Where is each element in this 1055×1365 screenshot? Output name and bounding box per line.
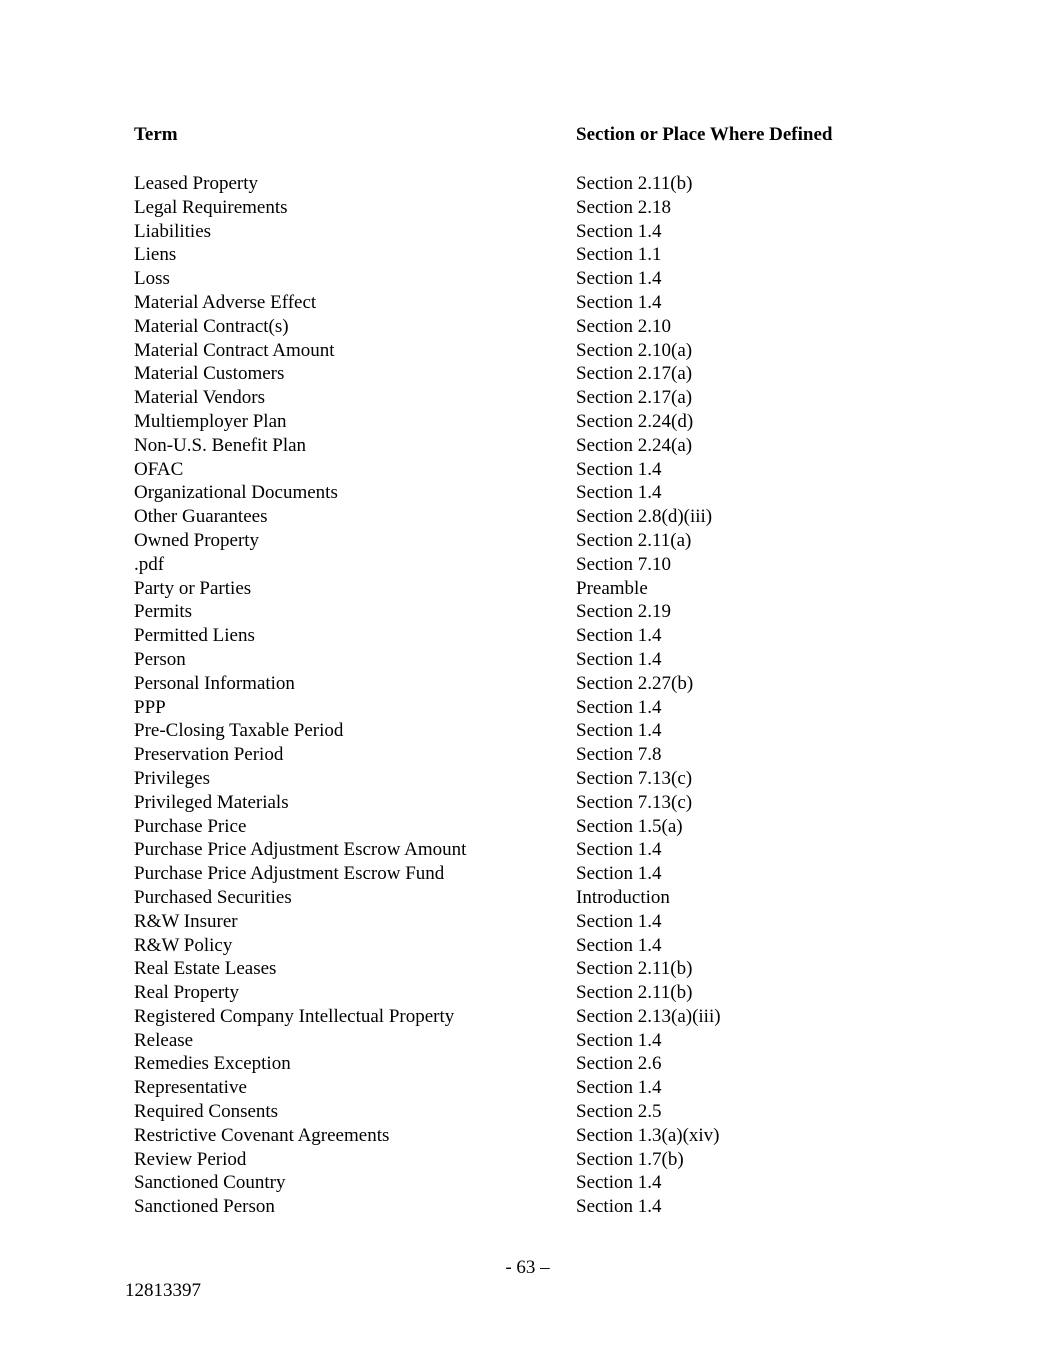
- table-row: [134, 957, 934, 981]
- term-cell: Privileged Materials: [134, 791, 289, 813]
- table-row: [134, 362, 934, 386]
- table-row: [134, 410, 934, 434]
- table-row: [134, 743, 934, 767]
- table-row: [134, 838, 934, 862]
- term-column-header: Term: [134, 124, 178, 145]
- section-cell: Section 1.7(b): [576, 1148, 684, 1170]
- term-cell: .pdf: [134, 553, 165, 575]
- table-header: [134, 124, 934, 148]
- table-row: [134, 220, 934, 244]
- term-cell: Permitted Liens: [134, 625, 255, 647]
- table-row: [134, 577, 934, 601]
- section-cell: Section 2.11(b): [576, 982, 693, 1004]
- term-cell: Purchased Securities: [134, 886, 292, 908]
- term-cell: Loss: [134, 268, 170, 290]
- definitions-table: [134, 172, 934, 1219]
- table-row: [134, 1052, 934, 1076]
- term-cell: Real Estate Leases: [134, 958, 277, 980]
- section-cell: Section 1.4: [576, 696, 662, 718]
- term-cell: Material Adverse Effect: [134, 291, 317, 313]
- term-cell: R&W Insurer: [134, 910, 238, 932]
- table-row: [134, 1148, 934, 1172]
- table-row: [134, 267, 934, 291]
- term-cell: Registered Company Intellectual Property: [134, 1005, 455, 1027]
- section-cell: Section 2.18: [576, 196, 671, 218]
- term-cell: Permits: [134, 601, 193, 623]
- term-cell: PPP: [134, 696, 166, 718]
- term-cell: Purchase Price: [134, 815, 247, 837]
- term-cell: Other Guarantees: [134, 506, 268, 528]
- section-cell: Section 1.4: [576, 1029, 662, 1051]
- section-cell: Section 1.4: [576, 720, 662, 742]
- section-cell: Section 1.4: [576, 1172, 662, 1194]
- section-cell: Section 2.19: [576, 601, 671, 623]
- section-cell: Section 2.11(b): [576, 173, 693, 194]
- table-row: [134, 243, 934, 267]
- section-cell: Section 1.4: [576, 625, 662, 647]
- table-row: [134, 767, 934, 791]
- term-cell: Material Customers: [134, 363, 285, 385]
- term-cell: Release: [134, 1029, 194, 1051]
- term-cell: Review Period: [134, 1148, 247, 1170]
- section-cell: Section 1.4: [576, 839, 662, 861]
- term-cell: Purchase Price Adjustment Escrow Fund: [134, 863, 445, 885]
- section-cell: Section 2.13(a)(iii): [576, 1005, 721, 1027]
- table-row: [134, 624, 934, 648]
- section-cell: Section 1.4: [576, 458, 662, 480]
- table-row: [134, 719, 934, 743]
- table-row: [134, 672, 934, 696]
- term-cell: Material Contract(s): [134, 315, 289, 337]
- section-cell: Section 2.11(a): [576, 529, 692, 551]
- section-cell: Section 1.4: [576, 648, 662, 670]
- section-cell: Section 1.4: [576, 1077, 662, 1099]
- section-cell: Section 2.11(b): [576, 958, 693, 980]
- section-cell: Section 2.24(d): [576, 410, 694, 432]
- term-cell: Liens: [134, 244, 177, 266]
- term-cell: Party or Parties: [134, 577, 252, 599]
- section-cell: Section 2.17(a): [576, 363, 693, 385]
- table-row: [134, 910, 934, 934]
- table-row: [134, 1171, 934, 1195]
- section-cell: Section 1.4: [576, 1196, 662, 1218]
- table-row: [134, 434, 934, 458]
- table-row: [134, 386, 934, 410]
- table-row: [134, 648, 934, 672]
- term-cell: Pre-Closing Taxable Period: [134, 720, 344, 742]
- table-row: [134, 934, 934, 958]
- term-cell: Legal Requirements: [134, 196, 288, 218]
- table-row: [134, 600, 934, 624]
- term-cell: Restrictive Covenant Agreements: [134, 1124, 390, 1146]
- term-cell: Required Consents: [134, 1101, 279, 1123]
- section-cell: Preamble: [576, 577, 648, 599]
- table-row: [134, 481, 934, 505]
- section-cell: Section 2.8(d)(iii): [576, 506, 713, 528]
- term-cell: Preservation Period: [134, 744, 284, 766]
- table-row: [134, 291, 934, 315]
- term-cell: Remedies Exception: [134, 1053, 291, 1075]
- table-row: [134, 553, 934, 577]
- section-cell: Section 2.5: [576, 1101, 662, 1123]
- table-row: [134, 172, 934, 196]
- table-row: [134, 529, 934, 553]
- term-cell: Leased Property: [134, 173, 258, 194]
- section-cell: Section 7.8: [576, 744, 662, 766]
- section-cell: Section 1.3(a)(xiv): [576, 1124, 720, 1146]
- term-cell: Non-U.S. Benefit Plan: [134, 434, 307, 456]
- section-cell: Section 1.4: [576, 934, 662, 956]
- table-row: [134, 315, 934, 339]
- section-cell: Section 1.4: [576, 482, 662, 504]
- section-cell: Section 7.13(c): [576, 791, 693, 813]
- term-cell: Multiemployer Plan: [134, 410, 287, 432]
- section-cell: Section 1.1: [576, 244, 662, 266]
- term-cell: Personal Information: [134, 672, 295, 694]
- table-row: [134, 1124, 934, 1148]
- term-cell: Purchase Price Adjustment Escrow Amount: [134, 839, 467, 861]
- section-cell: Section 2.6: [576, 1053, 662, 1075]
- table-row: [134, 1076, 934, 1100]
- table-row: [134, 696, 934, 720]
- section-cell: Section 2.10(a): [576, 339, 693, 361]
- table-row: [134, 458, 934, 482]
- section-cell: Section 7.10: [576, 553, 671, 575]
- section-column-header: Section or Place Where Defined: [576, 124, 833, 145]
- table-row: [134, 981, 934, 1005]
- section-cell: Section 1.4: [576, 910, 662, 932]
- term-cell: Liabilities: [134, 220, 212, 242]
- section-cell: Section 2.10: [576, 315, 671, 337]
- section-cell: Introduction: [576, 886, 670, 908]
- term-cell: Real Property: [134, 982, 240, 1004]
- page-number: - 63 –: [505, 1257, 550, 1278]
- section-cell: Section 2.27(b): [576, 672, 694, 694]
- section-cell: Section 1.4: [576, 268, 662, 290]
- section-cell: Section 2.17(a): [576, 387, 693, 409]
- table-row: [134, 1005, 934, 1029]
- term-cell: Organizational Documents: [134, 482, 338, 504]
- table-row: [134, 791, 934, 815]
- term-cell: Material Contract Amount: [134, 339, 335, 361]
- table-row: [134, 862, 934, 886]
- term-cell: Person: [134, 648, 186, 670]
- table-row: [134, 886, 934, 910]
- term-cell: Privileges: [134, 767, 210, 789]
- section-cell: Section 1.5(a): [576, 815, 683, 837]
- term-cell: Material Vendors: [134, 387, 266, 409]
- section-cell: Section 1.4: [576, 863, 662, 885]
- section-cell: Section 1.4: [576, 291, 662, 313]
- section-cell: Section 2.24(a): [576, 434, 693, 456]
- term-cell: Sanctioned Person: [134, 1196, 275, 1218]
- section-cell: Section 1.4: [576, 220, 662, 242]
- document-id: 12813397: [125, 1280, 201, 1301]
- table-row: [134, 505, 934, 529]
- term-cell: Sanctioned Country: [134, 1172, 286, 1194]
- table-row: [134, 196, 934, 220]
- section-cell: Section 7.13(c): [576, 767, 693, 789]
- term-cell: R&W Policy: [134, 934, 233, 956]
- table-row: [134, 815, 934, 839]
- table-row: [134, 1100, 934, 1124]
- table-row: [134, 1195, 934, 1219]
- term-cell: OFAC: [134, 458, 184, 480]
- table-row: [134, 1029, 934, 1053]
- table-row: [134, 339, 934, 363]
- term-cell: Owned Property: [134, 529, 260, 551]
- term-cell: Representative: [134, 1077, 247, 1099]
